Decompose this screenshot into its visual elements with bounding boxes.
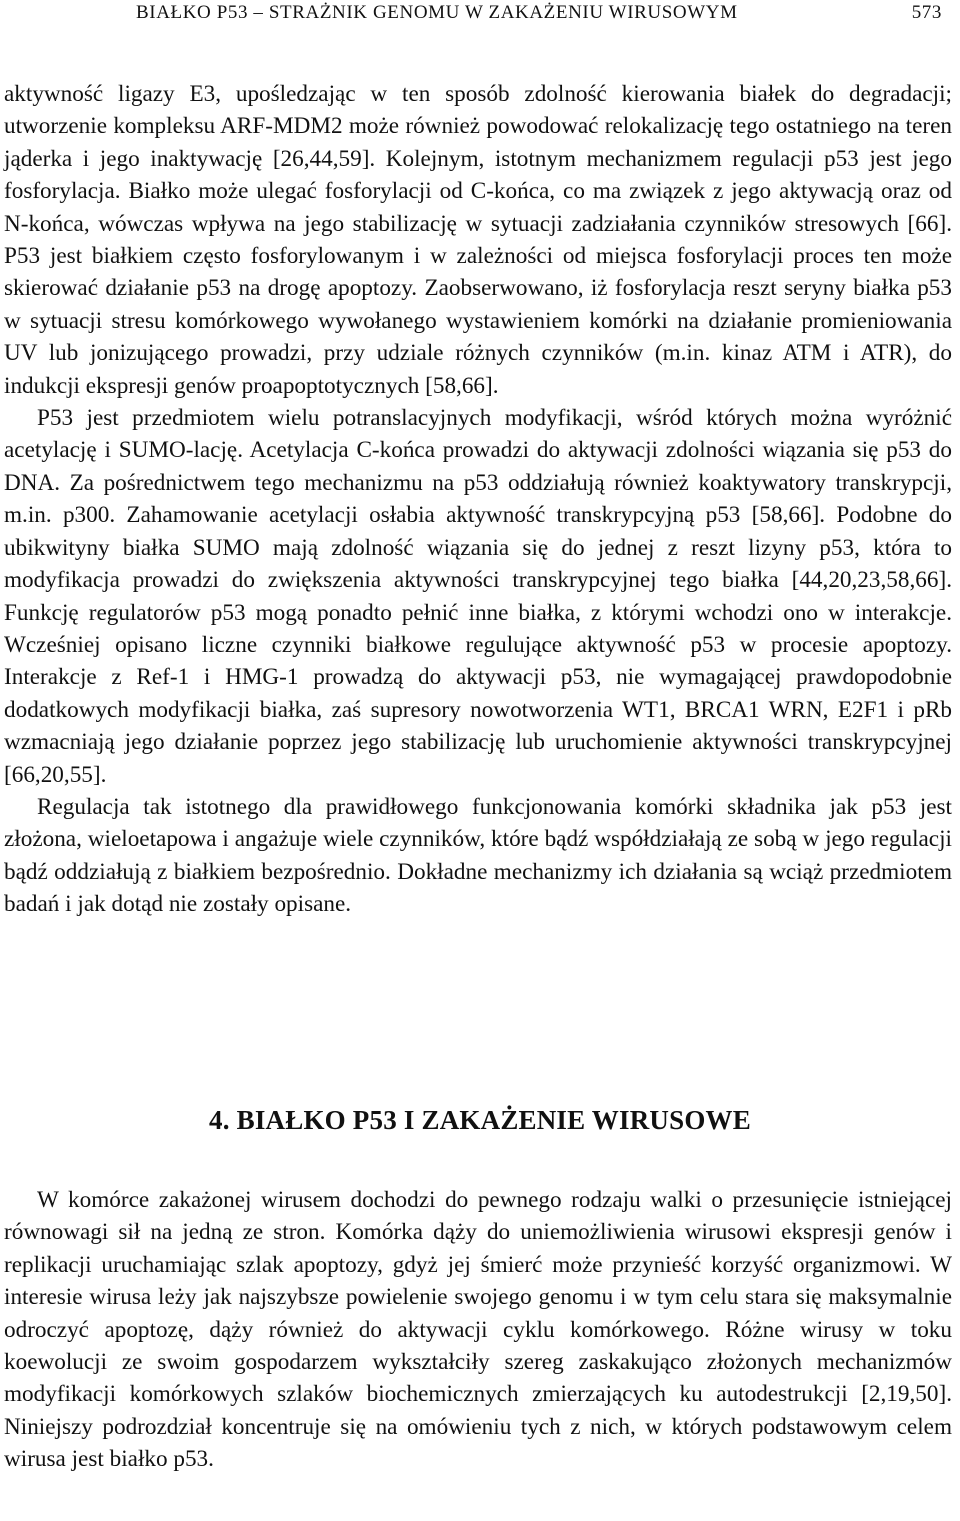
paragraph: P53 jest przedmiotem wielu potranslacyjnych modyfikacji, wśród których można wyróżnić acetylację i SUMO-lację. Acetylacja C-końca prowadzi do aktywacji zdolności wiązania się p53 do DNA. Za pośrednictwem tego mechanizmu na p53 oddziałują również koaktywatory transkrypcji, m.in. p300. Zahamowanie acetylacji osłabia aktywność transkrypcyjną p53 [58,66]. Podobne do ubikwityny białka SUMO mają zdolność wiązania się do jednej z reszt lizyny p53, która to modyfikacja prowadzi do zwiększenia aktywności transkrypcyjnej tego białka [44,20,23,58,66]. Funkcję regulatorów p53 mogą ponadto pełnić inne białka, z którymi wchodzi ono w interakcje. Wcześniej opisano liczne czynniki białkowe regulujące aktywność p53 w procesie apoptozy. Interakcje z Ref-1 i HMG-1 prowadzą do aktywacji p53, nie wymagającej prawdopodobnie dodatkowych modyfikacji białka, zaś supresory nowotworzenia WT1, BRCA1 WRN, E2F1 i pRb wzmacniają jego działanie poprzez jego stabilizację lub uruchomienie aktywności transkrypcyjnej [66,20,55]. [4,405,952,788]
running-header [0,0,960,26]
paragraph-continued: aktywność ligazy E3, upośledzając w ten sposób zdolność kierowania białek do degradacji; utworzenie kompleksu ARF-MDM2 może również powodować relokalizację tego ostatniego na teren jąderka i jego inaktywację [26,44,59]. Kolejnym, istotnym mechanizmem regulacji p53 jest jego fosforylacja. Białko może ulegać fosforylacji od C-końca, co ma związek z jego aktywacją oraz od N-końca, wówczas wpływa na jego stabilizację w sytuacji zadziałania czynników stresowych [66]. P53 jest białkiem często fosforylowanym i w zależności od miejsca fosforylacji proces ten może skierować działanie p53 na drogę apoptozy. Zaobserwowano, iż fosforylacja reszt seryny białka p53 w sytuacji stresu komórkowego wywołanego wystawieniem komórki na działanie promieniowania UV lub jonizującego prowadzi, przy udziale różnych czynników (m.in. kinaz ATM i ATR), do indukcji ekspresji genów proapoptotycznych [58,66]. [4,81,952,399]
section-heading: 4. BIAŁKO P53 I ZAKAŻENIE WIRUSOWE [209,1105,751,1135]
body-text-top [4,78,952,921]
paragraph: Regulacja tak istotnego dla prawidłowego funkcjonowania komórki składnika jak p53 jest złożona, wieloetapowa i angażuje wiele czynników, które bądź współdziałają ze sobą w jego regulacji bądź oddziałują z białkiem bezpośrednio. Dokładne mechanizmy ich działania są wciąż przedmiotem badań i jak dotąd nie zostały opisane. [4,793,952,918]
body-text-section [4,1184,952,1476]
running-title: BIAŁKO P53 – STRAŻNIK GENOMU W ZAKAŻENIU WIRUSOWYM [136,2,738,23]
paragraph: W komórce zakażonej wirusem dochodzi do pewnego rodzaju walki o przesunięcie istniejącej równowagi sił na jedną ze stron. Komórka dąży do uniemożliwienia wirusowi ekspresji genów i replikacji uruchamiając szlak apoptozy, gdyż jej śmierć może przynieść korzyść organizmowi. W interesie wirusa leży jak najszybsze powielenie swojego genomu i w tym celu stara się maksymalnie odroczyć apoptozę, dąży również do aktywacji cyklu komórkowego. Różne wirusy w toku koewolucji ze swoim gospodarzem wykształciły szereg zaskakująco złożonych mechanizmów modyfikacji komórkowych szlaków biochemicznych zmierzających ku autodestrukcji [2,19,50]. Niniejszy podrozdział koncentruje się na omówieniu tych z nich, w których podstawowym celem wirusa jest białko p53. [4,1187,952,1473]
page-number: 573 [911,2,942,23]
